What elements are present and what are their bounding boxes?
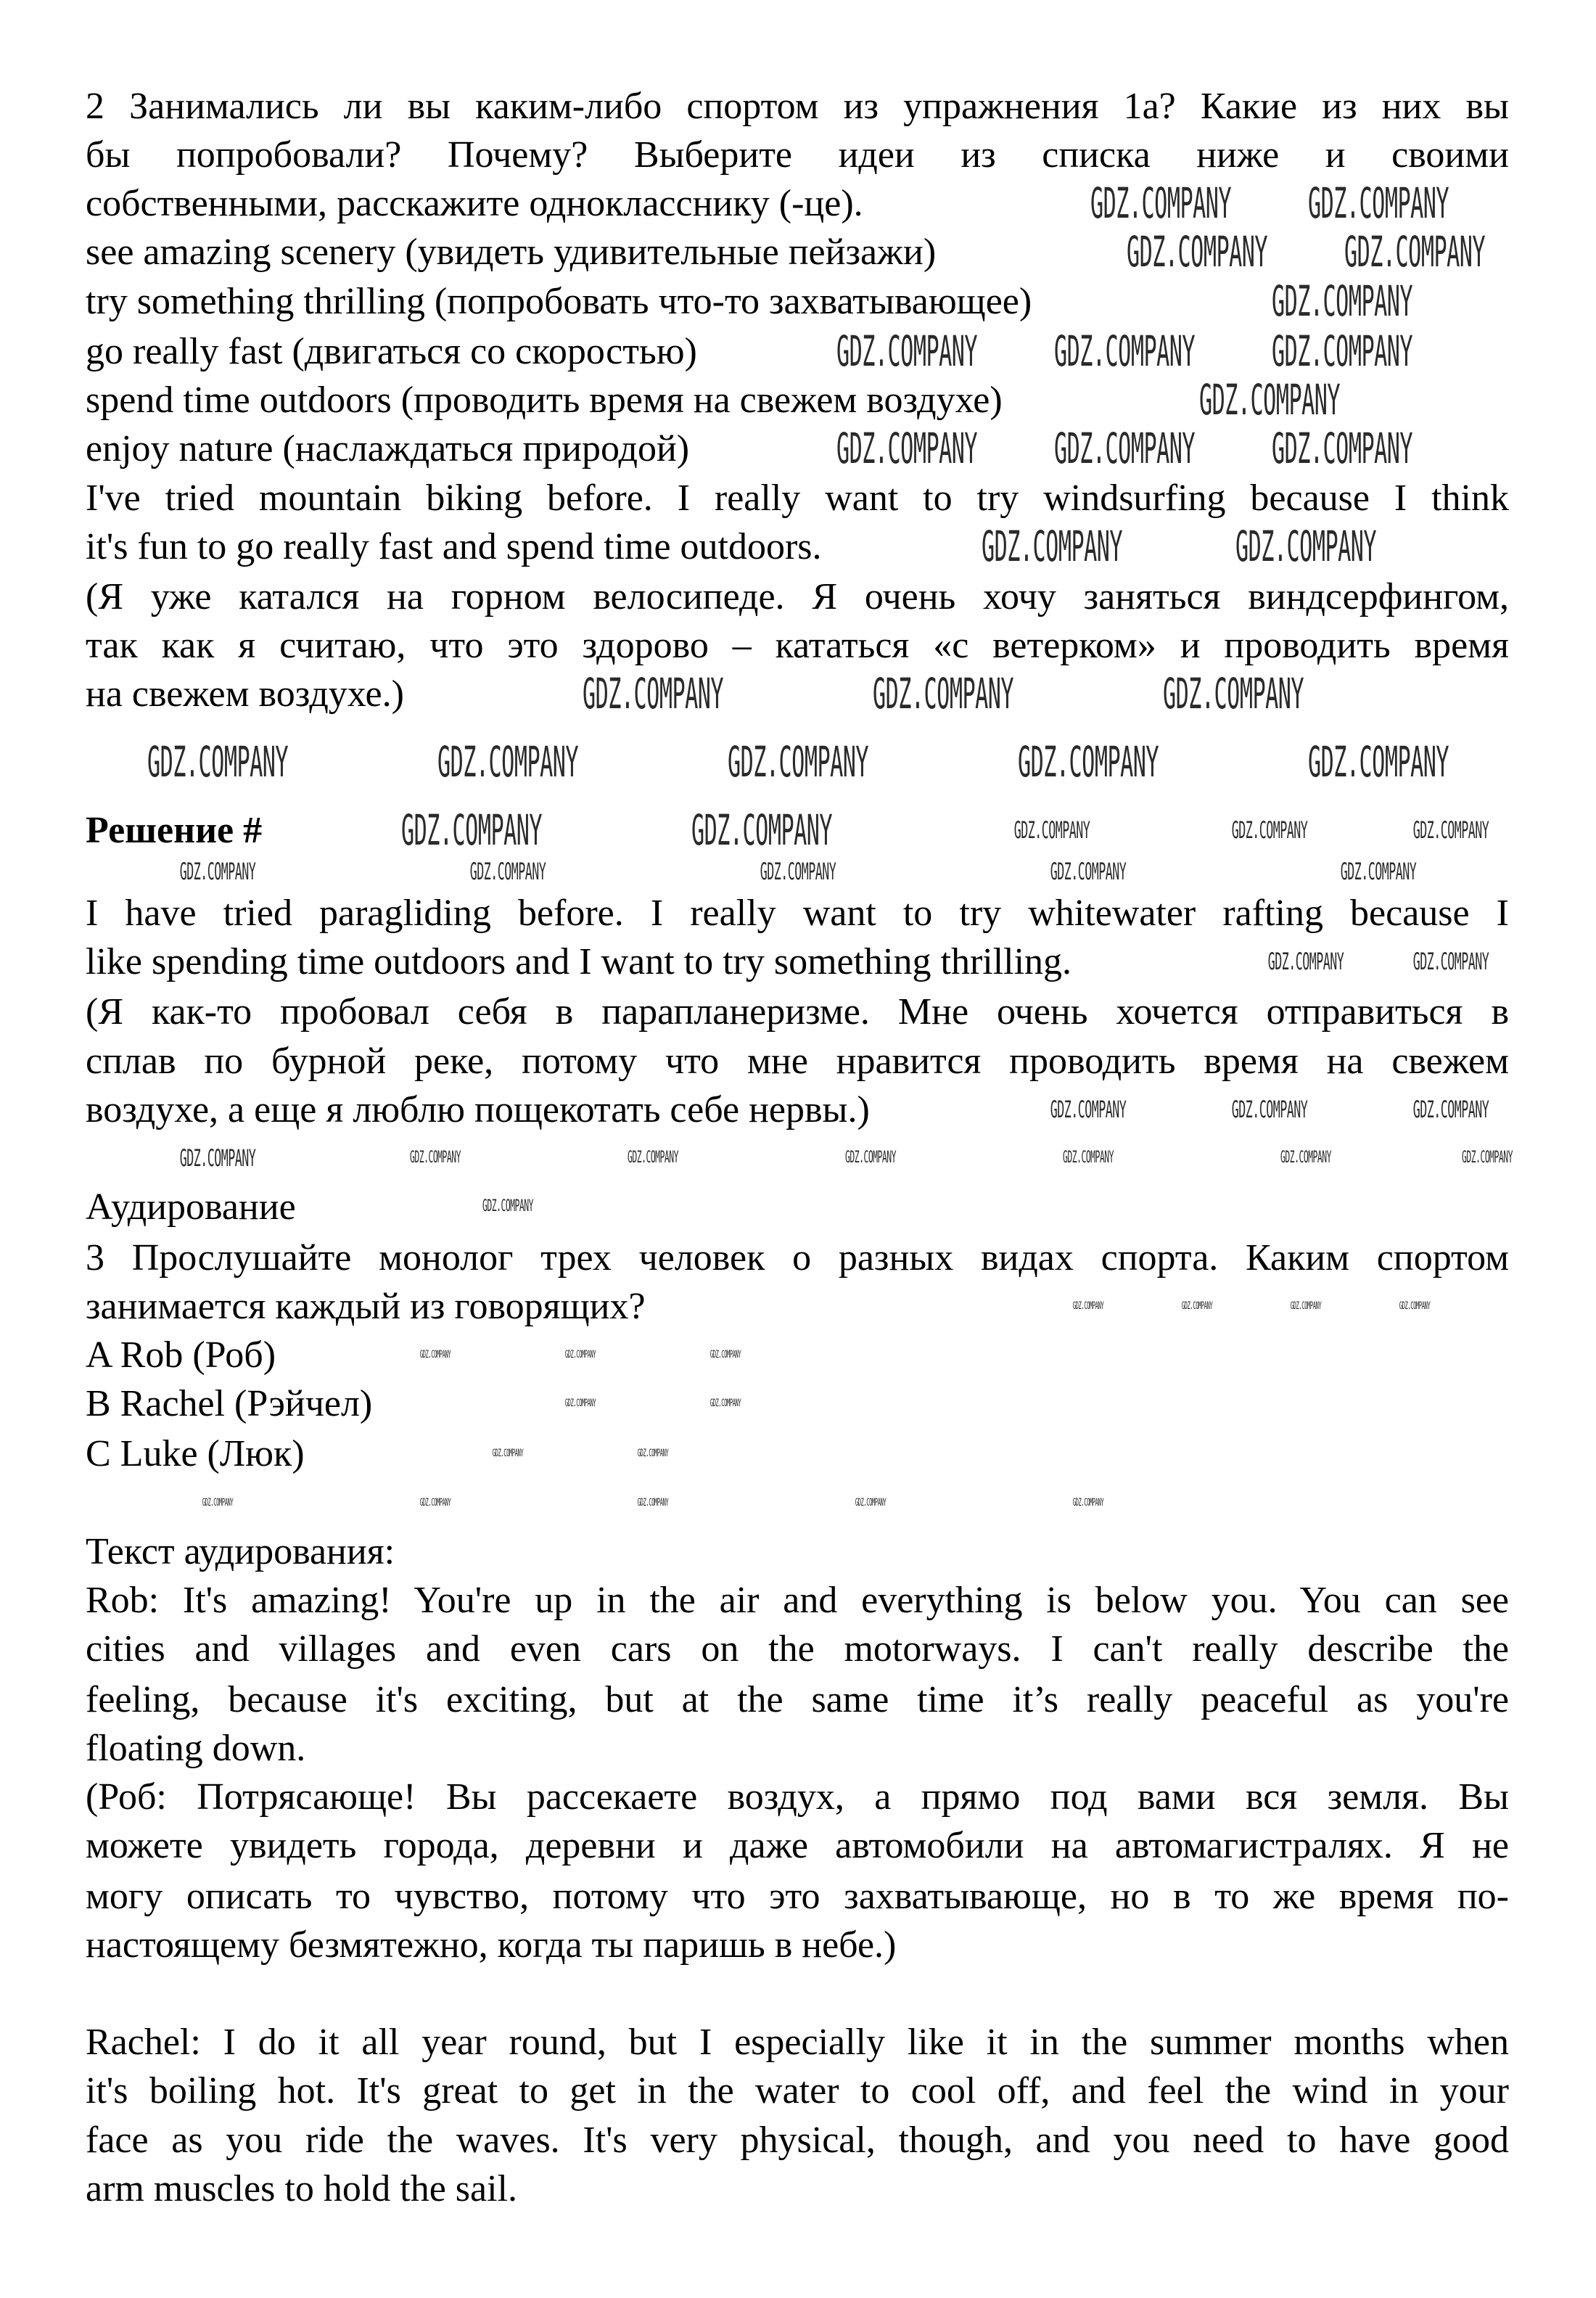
example-translation-line: так как я считаю, что это здорово – кататься «с ветерком» и проводить время (86, 625, 1509, 666)
rob-line: cities and villages and even cars on the motorways. I can't really describe the (86, 1628, 1509, 1670)
watermark: GDZ.COMPANY (1072, 1497, 1104, 1509)
watermark: GDZ.COMPANY (1090, 178, 1232, 228)
watermark: GDZ.COMPANY (419, 1497, 451, 1509)
watermark: GDZ.COMPANY (1231, 1096, 1308, 1123)
example-line: it's fun to go really fast and spend time outdoors. (86, 526, 822, 567)
solution-line: like spending time outdoors and I want to try something thrilling. (86, 941, 1072, 982)
rob-translation-line: (Роб: Потрясающе! Вы рассекаете воздух, а прямо под вами вся земля. Вы (86, 1776, 1509, 1818)
example-line: I've tried mountain biking before. I really want to try windsurfing because I think (86, 477, 1509, 519)
task2-line: 2 Занимались ли вы каким-либо спортом из упражнения 1а? Какие из них вы (86, 86, 1509, 127)
watermark: GDZ.COMPANY (727, 737, 869, 787)
task2-line: собственными, расскажите однокласснику (-це). (86, 183, 863, 224)
watermark: GDZ.COMPANY (1231, 816, 1308, 844)
watermark: GDZ.COMPANY (1053, 424, 1196, 473)
speaker-option: A Rob (Роб) (86, 1334, 276, 1376)
idea-item: see amazing scenery (увидеть удивительные пейзажи) (86, 231, 937, 273)
watermark: GDZ.COMPANY (1062, 1149, 1114, 1167)
watermark: GDZ.COMPANY (1162, 669, 1304, 718)
watermark: GDZ.COMPANY (691, 805, 833, 855)
idea-item: try something thrilling (попробовать что-то захватывающее) (86, 281, 1032, 322)
watermark: GDZ.COMPANY (637, 1497, 669, 1509)
watermark: GDZ.COMPANY (709, 1349, 741, 1361)
rachel-line: face as you ride the waves. It's very physical, though, and you need to have good (86, 2120, 1509, 2161)
rob-line: Rob: It's amazing! You're up in the air and everything is below you. You can see (86, 1580, 1509, 1621)
watermark: GDZ.COMPANY (872, 669, 1014, 718)
watermark: GDZ.COMPANY (1267, 948, 1344, 975)
watermark: GDZ.COMPANY (1053, 327, 1196, 376)
solution-line: (Я как-то пробовал себя в парапланеризме. Мне очень хочется отправиться в (86, 991, 1509, 1033)
idea-item: go really fast (двигаться со скоростью) (86, 331, 697, 372)
solution-line: сплав по бурной реке, потому что мне нравится проводить время на свежем (86, 1041, 1509, 1082)
watermark: GDZ.COMPANY (400, 805, 543, 855)
watermark: GDZ.COMPANY (419, 1349, 451, 1361)
watermark: GDZ.COMPANY (564, 1349, 596, 1361)
solution-line: I have tried paragliding before. I really want to try whitewater rafting because I (86, 892, 1509, 934)
idea-item: enjoy nature (наслаждаться природой) (86, 428, 690, 469)
watermark: GDZ.COMPANY (202, 1497, 234, 1509)
watermark: GDZ.COMPANY (1412, 948, 1489, 975)
rachel-line: it's boiling hot. It's great to get in the water to cool off, and feel the wind in your (86, 2070, 1509, 2112)
watermark: GDZ.COMPANY (1271, 327, 1413, 376)
watermark: GDZ.COMPANY (1235, 522, 1377, 571)
watermark: GDZ.COMPANY (1412, 816, 1489, 844)
speaker-option: C Luke (Люк) (86, 1433, 305, 1474)
watermark: GDZ.COMPANY (1271, 424, 1413, 473)
task2-line: бы попробовали? Почему? Выберите идеи из списка ниже и своими (86, 134, 1509, 176)
example-translation-line: на свежем воздухе.) (86, 673, 404, 715)
watermark: GDZ.COMPANY (1181, 1300, 1213, 1312)
watermark: GDZ.COMPANY (709, 1398, 741, 1409)
watermark: GDZ.COMPANY (1013, 816, 1090, 844)
watermark: GDZ.COMPANY (1280, 1149, 1332, 1167)
watermark: GDZ.COMPANY (981, 522, 1123, 571)
transcript-heading: Текст аудирования: (86, 1531, 395, 1572)
watermark: GDZ.COMPANY (564, 1398, 596, 1409)
watermark: GDZ.COMPANY (179, 858, 256, 885)
watermark: GDZ.COMPANY (179, 1144, 256, 1172)
watermark: GDZ.COMPANY (469, 858, 546, 885)
watermark: GDZ.COMPANY (1412, 1096, 1489, 1123)
watermark: GDZ.COMPANY (855, 1497, 887, 1509)
rob-line: floating down. (86, 1728, 306, 1769)
solution-line: воздухе, а еще я люблю пощекотать себе нервы.) (86, 1089, 870, 1130)
watermark: GDZ.COMPANY (1271, 276, 1413, 326)
watermark: GDZ.COMPANY (627, 1149, 679, 1167)
watermark: GDZ.COMPANY (1399, 1300, 1431, 1312)
watermark: GDZ.COMPANY (437, 737, 579, 787)
watermark: GDZ.COMPANY (1050, 1096, 1127, 1123)
rob-translation-line: можете увидеть города, деревни и даже автомобили на автомагистралях. Я не (86, 1825, 1509, 1866)
watermark: GDZ.COMPANY (760, 858, 836, 885)
watermark: GDZ.COMPANY (409, 1149, 461, 1167)
watermark: GDZ.COMPANY (1126, 227, 1268, 276)
watermark: GDZ.COMPANY (147, 737, 289, 787)
idea-item: spend time outdoors (проводить время на свежем воздухе) (86, 379, 1003, 421)
watermark: GDZ.COMPANY (836, 327, 978, 376)
watermark: GDZ.COMPANY (492, 1448, 524, 1459)
listening-heading: Аудирование (86, 1186, 296, 1228)
watermark: GDZ.COMPANY (637, 1448, 669, 1459)
watermark: GDZ.COMPANY (1017, 737, 1159, 787)
watermark: GDZ.COMPANY (1198, 375, 1341, 424)
rob-line: feeling, because it's exciting, but at the same time it’s really peaceful as you're (86, 1679, 1509, 1720)
watermark: GDZ.COMPANY (1344, 227, 1486, 276)
watermark: GDZ.COMPANY (1461, 1149, 1513, 1167)
rachel-line: Rachel: I do it all year round, but I especially like it in the summer months when (86, 2022, 1509, 2063)
watermark: GDZ.COMPANY (844, 1149, 897, 1167)
task3-line: занимается каждый из говорящих? (86, 1286, 646, 1327)
watermark: GDZ.COMPANY (1290, 1300, 1322, 1312)
task3-line: 3 Прослушайте монолог трех человек о разных видах спорта. Каким спортом (86, 1237, 1509, 1279)
rob-translation-line: могу описать то чувство, потому что это захватывающе, но в то же время по- (86, 1876, 1509, 1917)
speaker-option: B Rachel (Рэйчел) (86, 1383, 373, 1424)
watermark: GDZ.COMPANY (836, 424, 978, 473)
watermark: GDZ.COMPANY (482, 1197, 534, 1215)
rob-translation-line: настоящему безмятежно, когда ты паришь в небе.) (86, 1924, 897, 1966)
watermark: GDZ.COMPANY (582, 669, 724, 718)
solution-heading: Решение # (86, 810, 263, 851)
watermark: GDZ.COMPANY (1050, 858, 1127, 885)
watermark: GDZ.COMPANY (1340, 858, 1417, 885)
watermark: GDZ.COMPANY (1307, 178, 1449, 228)
rachel-line: arm muscles to hold the sail. (86, 2168, 518, 2209)
watermark: GDZ.COMPANY (1307, 737, 1449, 787)
watermark: GDZ.COMPANY (1072, 1300, 1104, 1312)
example-translation-line: (Я уже катался на горном велосипеде. Я очень хочу заняться виндсерфингом, (86, 576, 1509, 617)
